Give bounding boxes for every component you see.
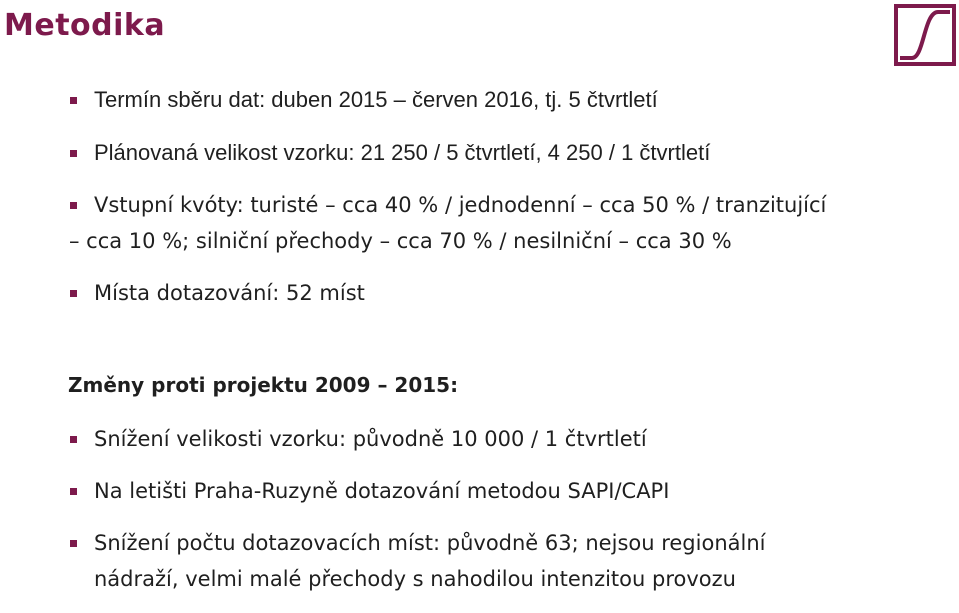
square-bullet-icon	[70, 540, 77, 547]
logo-icon	[894, 4, 956, 66]
list-item	[0, 473, 959, 509]
methodology-list	[0, 82, 959, 311]
square-bullet-icon	[70, 202, 77, 209]
list-item	[0, 525, 959, 597]
list-item	[0, 135, 959, 171]
list-item-text-line1: Snížení počtu dotazovacích míst: původně 63; nejsou regionální	[94, 531, 766, 555]
page-title: Metodika	[4, 8, 166, 43]
list-item-text: Plánovaná velikost vzorku: 21 250 / 5 čtvrtletí, 4 250 / 1 čtvrtletí	[94, 140, 711, 165]
list-item-text-line2: – cca 10 %; silniční přechody – cca 70 % / nesilniční – cca 30 %	[69, 229, 732, 253]
list-item	[0, 421, 959, 457]
square-bullet-icon	[70, 436, 77, 443]
list-item-text: Snížení velikosti vzorku: původně 10 000 / 1 čtvrtletí	[94, 427, 647, 451]
list-item-text-line2: nádraží, velmi malé přechody s nahodilou intenzitou provozu	[94, 567, 736, 591]
list-item	[0, 82, 959, 118]
list-item	[0, 275, 959, 311]
square-bullet-icon	[70, 97, 77, 104]
square-bullet-icon	[70, 150, 77, 157]
list-item-text: Termín sběru dat: duben 2015 – červen 2016, tj. 5 čtvrtletí	[94, 87, 658, 112]
section-heading: Změny proti projektu 2009 – 2015:	[68, 373, 459, 397]
square-bullet-icon	[70, 290, 77, 297]
square-bullet-icon	[70, 488, 77, 495]
list-item	[0, 187, 959, 259]
changes-list	[0, 421, 959, 613]
list-item-text-line1: Vstupní kvóty: turisté – cca 40 % / jednodenní – cca 50 % / tranzitující	[94, 193, 827, 217]
list-item-text: Na letišti Praha-Ruzyně dotazování metodou SAPI/CAPI	[94, 479, 670, 503]
list-item-text: Místa dotazování: 52 míst	[94, 281, 365, 305]
